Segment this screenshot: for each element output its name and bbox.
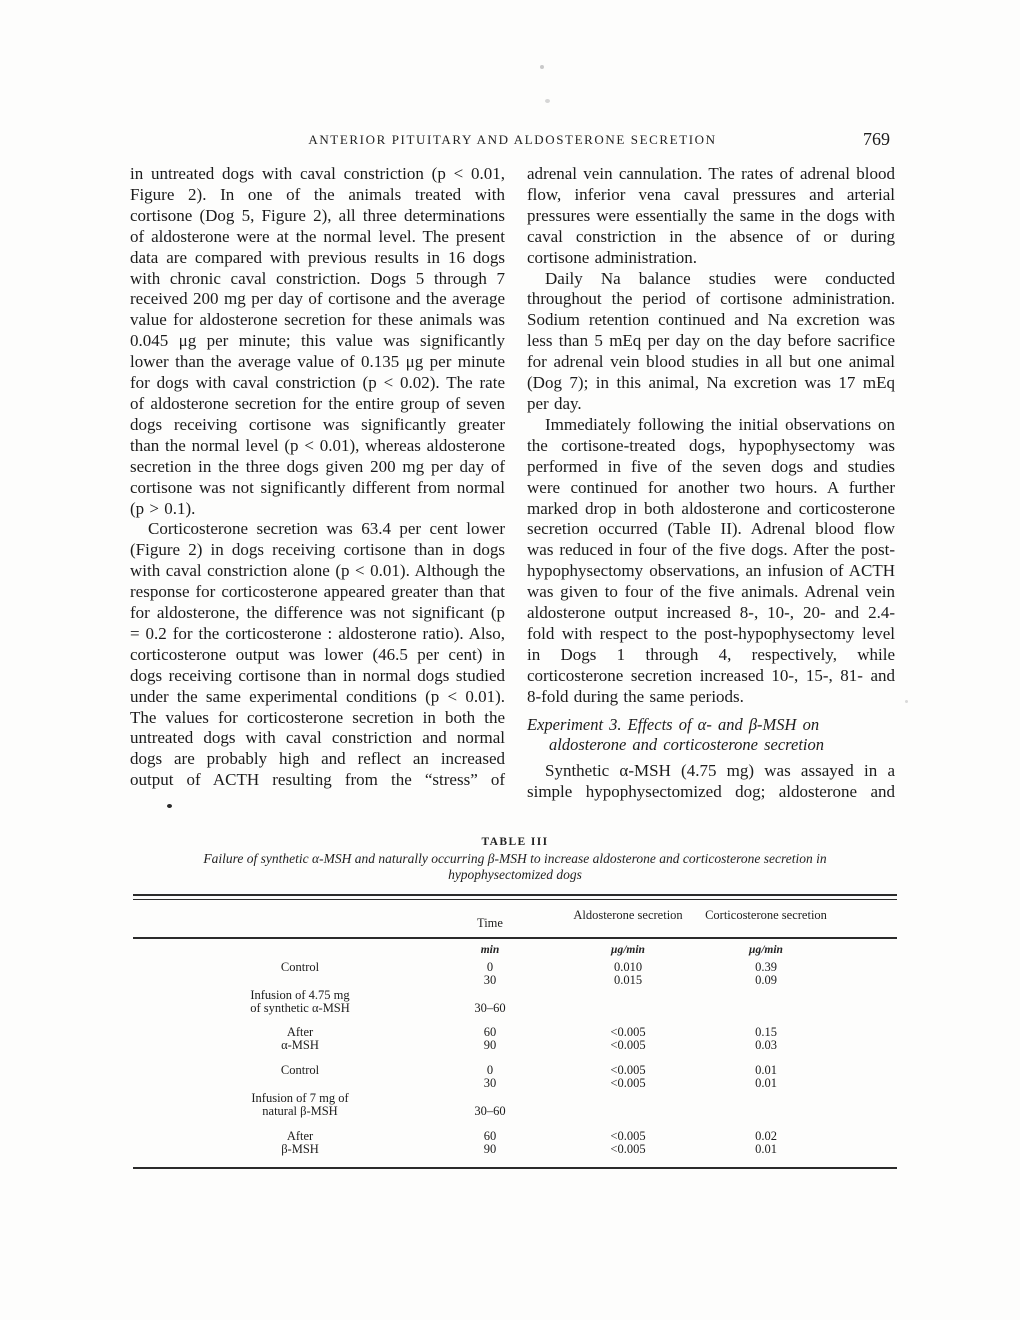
running-head: ANTERIOR PITUITARY AND ALDOSTERONE SECRETION <box>308 132 717 147</box>
paragraph: Synthetic α-MSH (4.75 mg) was assayed in a simple hypophysectomized dog; aldosterone and <box>527 761 895 802</box>
column-header-aldosterone: Aldosterone secretion <box>573 908 683 922</box>
scan-speck <box>540 65 544 69</box>
section-heading: Experiment 3. Effects of α- and β-MSH on aldosterone and corticosterone secretion <box>527 714 824 755</box>
unit-aldosterone: μg/min <box>611 944 645 956</box>
page-header <box>130 129 895 154</box>
cell-label: of synthetic α-MSH <box>250 1001 350 1015</box>
paragraph: adrenal vein cannulation. The rates of adrenal blood flow, inferior vena caval pressures and arterial pressures were essentially the same in the dogs with caval constriction in the absence of or during cortisone administration. <box>527 164 895 267</box>
cell-time: 30 <box>483 973 497 987</box>
cell-label: α-MSH <box>281 1038 319 1052</box>
cell-time: 30 <box>483 1076 497 1090</box>
scan-speck <box>167 804 172 808</box>
table-row <box>133 1064 897 1077</box>
cell-aldosterone: <0.005 <box>610 1142 646 1156</box>
cell-corticosterone: 0.01 <box>755 1063 777 1077</box>
column-header-corticosterone: Corticosterone secretion <box>705 908 827 922</box>
table-caption: Failure of synthetic α-MSH and naturally occurring β-MSH to increase aldosterone and corticosterone secretion in hypophysectomized dogs <box>203 851 827 882</box>
cell-corticosterone: 0.09 <box>755 973 777 987</box>
table-header-rule <box>133 937 897 939</box>
cell-time: 60 <box>483 1025 497 1039</box>
cell-corticosterone: 0.39 <box>755 960 777 974</box>
paragraph: Immediately following the initial observations on the cortisone-treated dogs, hypophysectomy was performed in five of the seven dogs and studies were continued for another two hours. A further marked drop in both aldosterone and corticosterone secretion occurred (Table II). Adrenal blood flow was reduced in four of the five dogs. After the post-hypophysectomy observations, an infusion of ACTH was given to four of the five animals. Adrenal vein aldosterone output increased 8-, 10-, 20- and 2.4-fold with respect to the post-hypophysectomy level in Dogs 1 through 4, respectively, while corticosterone secretion increased 10-, 15-, 81- and 8-fold during the same periods. <box>527 414 895 706</box>
cell-label: After <box>286 1025 314 1039</box>
cell-corticosterone: 0.01 <box>755 1076 777 1090</box>
cell-aldosterone: 0.015 <box>613 973 643 987</box>
table-row <box>133 1002 897 1015</box>
table-iii <box>133 836 897 1169</box>
cell-aldosterone: <0.005 <box>610 1038 646 1052</box>
table-bottom-rule <box>133 1167 897 1169</box>
table-row <box>133 1105 897 1118</box>
cell-label: Control <box>280 1063 320 1077</box>
table-row <box>133 1077 897 1090</box>
body-columns <box>130 164 895 803</box>
table-row <box>133 1143 897 1156</box>
scan-speck <box>545 99 550 103</box>
cell-aldosterone: <0.005 <box>610 1076 646 1090</box>
table-top-rule <box>133 894 897 900</box>
cell-corticosterone: 0.03 <box>755 1038 777 1052</box>
cell-aldosterone: <0.005 <box>610 1129 646 1143</box>
cell-time: 30–60 <box>474 1001 506 1015</box>
cell-aldosterone: <0.005 <box>610 1063 646 1077</box>
table-units-row <box>133 944 897 957</box>
cell-label: Infusion of 7 mg of <box>251 1091 349 1105</box>
cell-aldosterone: 0.010 <box>613 960 643 974</box>
table-row <box>133 989 897 1002</box>
cell-label: β-MSH <box>281 1142 319 1156</box>
table-header-row <box>133 907 897 937</box>
table-row <box>133 1026 897 1039</box>
cell-label: After <box>286 1129 314 1143</box>
left-column <box>130 164 505 803</box>
unit-time: min <box>480 944 500 956</box>
table-row <box>133 1092 897 1105</box>
cell-time: 30–60 <box>474 1104 506 1118</box>
cell-time: 0 <box>486 1063 494 1077</box>
cell-time: 90 <box>483 1038 497 1052</box>
table-row <box>133 961 897 974</box>
cell-aldosterone: <0.005 <box>610 1025 646 1039</box>
cell-label: Control <box>280 960 320 974</box>
cell-label: natural β-MSH <box>262 1104 338 1118</box>
paragraph: Daily Na balance studies were conducted throughout the period of cortisone administration. Sodium retention continued and Na excretion was less than 5 mEq per day on the day before sacrifice for adrenal vein blood studies in all but one animal (Dog 7); in this animal, Na excretion was 17 mEq per day. <box>527 268 895 413</box>
cell-time: 0 <box>486 960 494 974</box>
cell-time: 90 <box>483 1142 497 1156</box>
cell-label: Infusion of 4.75 mg <box>250 988 350 1002</box>
unit-corticosterone: μg/min <box>749 944 783 956</box>
cell-corticosterone: 0.01 <box>755 1142 777 1156</box>
table-row <box>133 1130 897 1143</box>
table-row <box>133 974 897 987</box>
table-body <box>133 961 897 1156</box>
cell-corticosterone: 0.15 <box>755 1025 777 1039</box>
paragraph: Corticosterone secretion was 63.4 per cent lower (Figure 2) in dogs receiving cortisone than in dogs with caval constriction alone (p < 0.01). Although the response for corticosterone appeared greater than that for aldosterone, the difference was not significant (p = 0.2 for the corticosterone : aldosterone ratio). Also, corticosterone output was lower (46.5 per cent) in dogs receiving cortisone than in normal dogs studied under the same experimental conditions (p < 0.01). The values for corticosterone secretion in both the untreated dogs with caval constriction and normal dogs are probably high and reflect an increased output of ACTH resulting from the “stress” of <box>130 519 505 790</box>
right-column <box>527 164 895 803</box>
scan-speck <box>905 700 908 703</box>
page-number: 769 <box>863 129 890 149</box>
cell-time: 60 <box>483 1129 497 1143</box>
paragraph: in untreated dogs with caval constriction (p < 0.01, Figure 2). In one of the animals treated with cortisone (Dog 5, Figure 2), all three determinations of aldosterone were at the normal level. The present data are compared with previous results in 16 dogs with chronic caval constriction. Dogs 5 through 7 received 200 mg per day of cortisone and the average value for aldosterone secretion for these animals was 0.045 μg per minute; this value was significantly lower than the average value of 0.135 μg per minute for dogs with caval constriction (p < 0.02). The rate of aldosterone secretion for the entire group of seven dogs receiving cortisone was significantly greater than the normal level (p < 0.01), whereas aldosterone secretion in the three dogs given 200 mg per day of cortisone was not significantly different from normal (p > 0.1). <box>130 164 505 518</box>
cell-corticosterone: 0.02 <box>755 1129 777 1143</box>
table-row <box>133 1039 897 1052</box>
column-header-time: Time <box>477 916 503 930</box>
table-label: TABLE III <box>481 836 549 848</box>
